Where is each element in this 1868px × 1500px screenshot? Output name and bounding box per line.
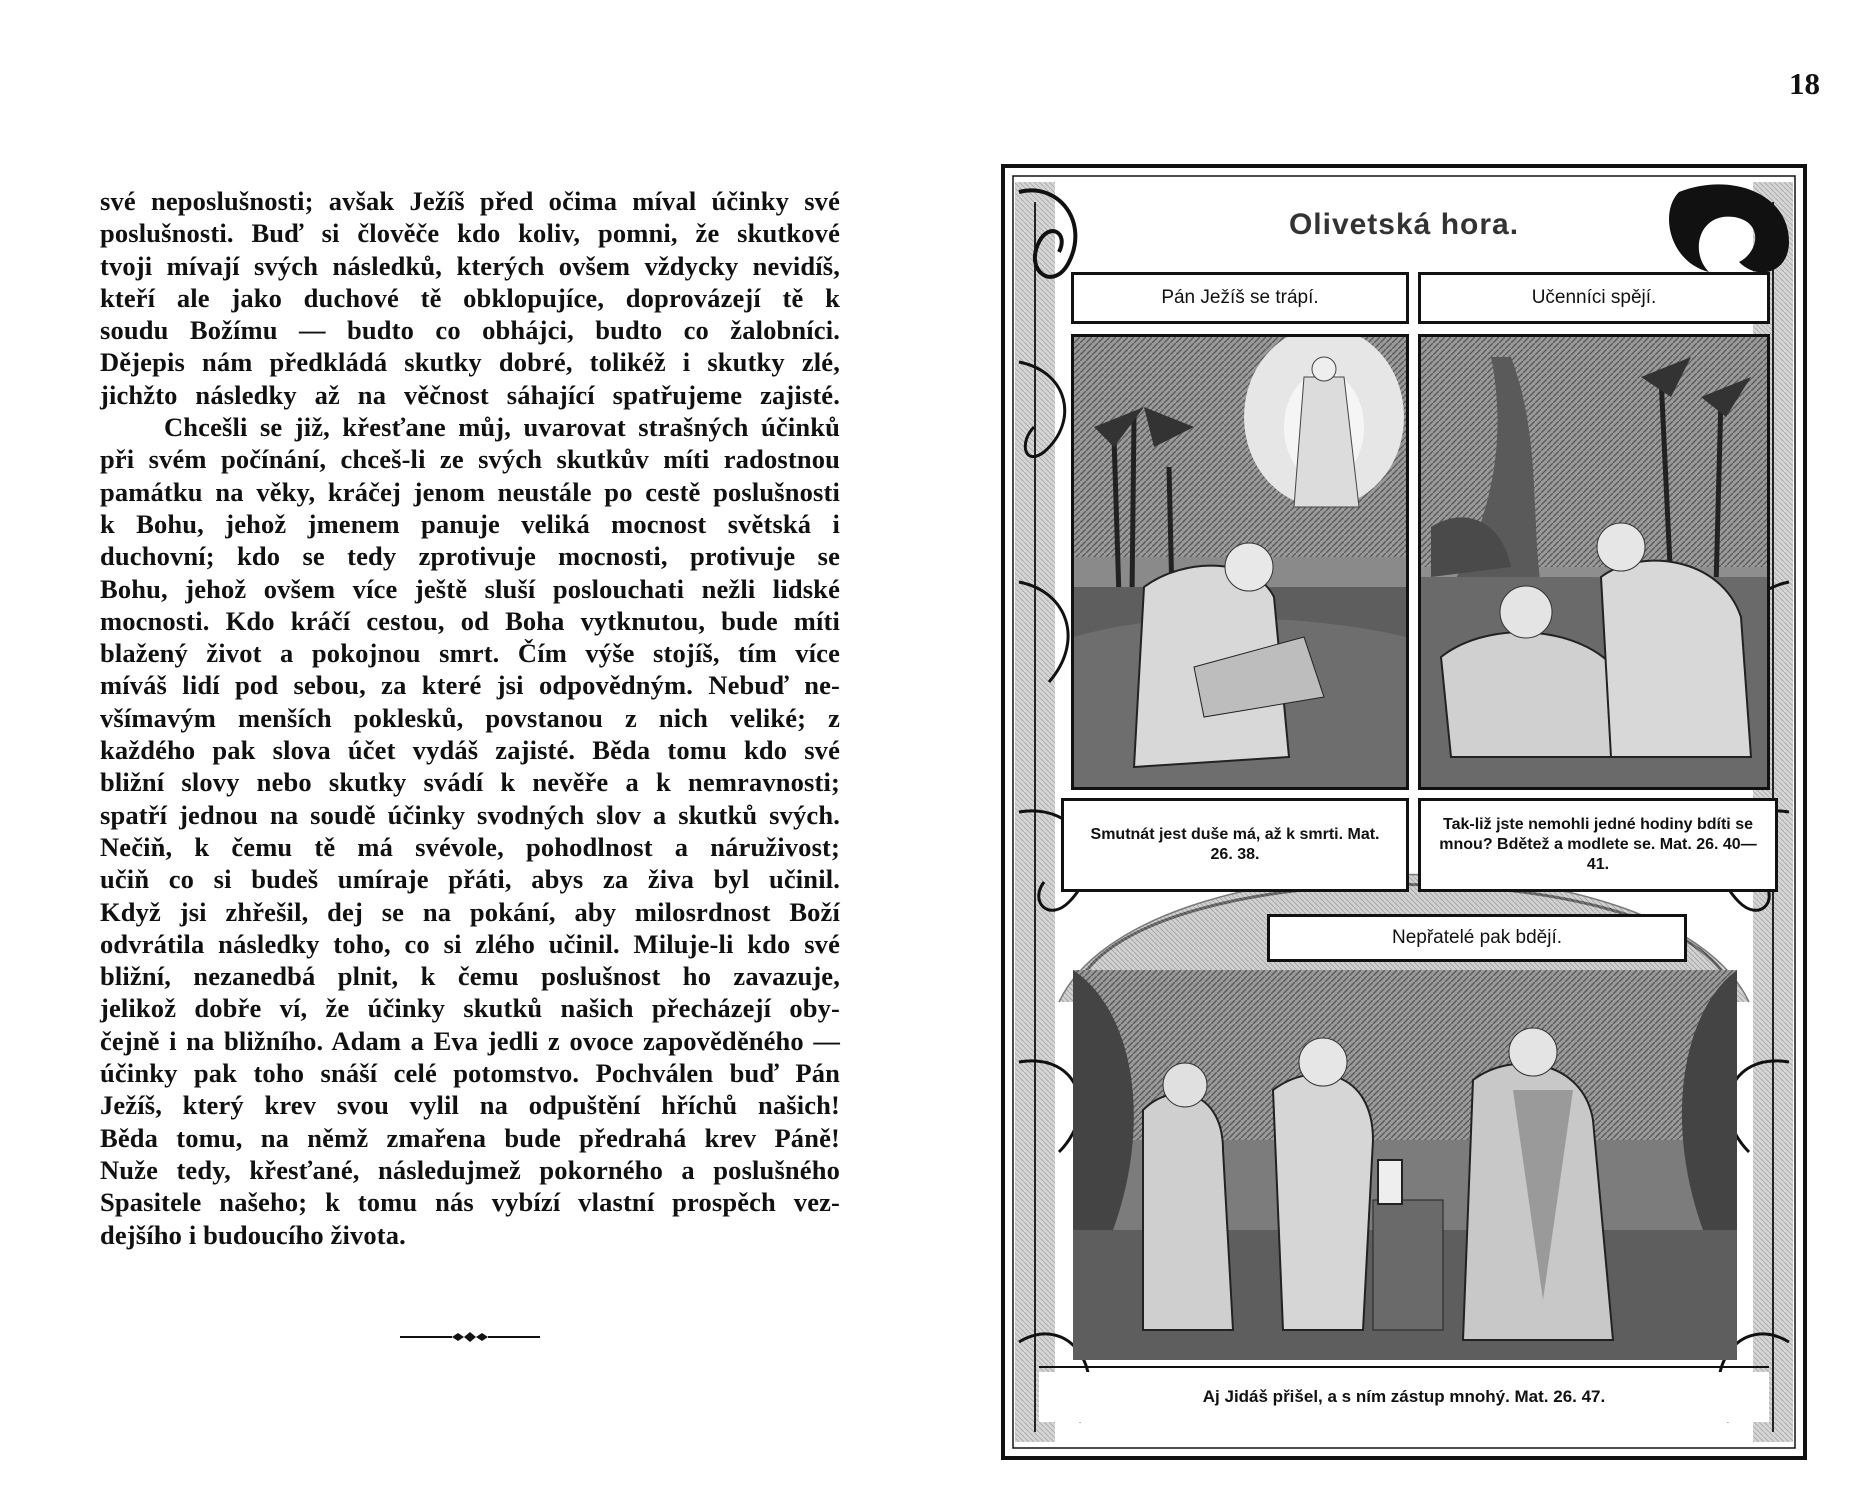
text-line: své neposlušnosti; avšak Ježíš před očima míval účinky své <box>100 186 840 216</box>
text-line: Chcešli se již, křesťane můj, uvarovat strašných účinků <box>164 412 840 443</box>
text-line: Dějepis nám předkládá skutky dobré, tolikéž i skutky zlé, <box>100 347 840 378</box>
text-line: odvrátila následky toho, co si zlého učinil. Miluje-li kdo své <box>100 928 840 959</box>
panel-label-right: Učenníci spějí. <box>1418 272 1770 324</box>
text-line: poslušnosti. Buď si člověče kdo koliv, pomni, že skutkové <box>100 218 840 249</box>
plate-title: Olivetská hora. <box>1288 208 1520 241</box>
text-line: památku na věky, kráčej jenom neustále po cestě poslušnosti <box>100 476 840 507</box>
text-line: při svém počínání, chceš-li ze svých skutkův míti radostnou <box>100 444 840 475</box>
text-line: Když jsi zhřešil, dej se na pokání, aby milosrdnost Boží <box>100 896 840 927</box>
text-line: každého pak slova účet vydáš zajisté. Běda tomu kdo své <box>100 735 840 766</box>
caption-left: Smutnát jest duše má, až k smrti. Mat. 26. 38. <box>1061 798 1409 892</box>
text-line: blažený život a pokojnou smrt. Čím výše stojíš, tím více <box>100 638 840 669</box>
right-page <box>934 0 1868 1500</box>
text-line: dejšího i budoucího života. <box>100 1219 406 1250</box>
text-line: účinky pak toho snáší celé potomstvo. Pochválen buď Pán <box>100 1058 840 1089</box>
end-ornament <box>400 1330 540 1344</box>
text-line: kteří ale jako duchové tě obklopujíce, doprovázejí tě k <box>100 282 840 313</box>
text-line: soudu Božímu — budto co obhájci, budto co žalobníci. <box>100 315 840 346</box>
text-line: míváš lidí pod sebou, za které jsi odpovědným. Nebuď ne- <box>100 670 840 701</box>
text-line: jelikož dobře ví, že účinky skutků našich přecházejí oby- <box>100 993 840 1024</box>
text-line: spatří jednou na soudě účinky svodných slov a skutků svých. <box>100 799 840 830</box>
text-line: Ježíš, který krev svou vylil na odpuštění hříchů našich! <box>100 1090 840 1121</box>
text-line: jichžto následky až na věčnost sáhající spatřujeme zajisté. <box>100 379 840 410</box>
text-line: mocnosti. Kdo kráčí cestou, od Boha vytknutou, bude míti <box>100 605 840 636</box>
engraving-disciples-sleeping <box>1418 334 1770 790</box>
caption-right: Tak-liž jste nemohli jedné hodiny bdíti se mnou? Bdětež a modlete se. Mat. 26. 40—41. <box>1418 798 1778 892</box>
panel-label-bottom: Nepřatelé pak bdějí. <box>1267 914 1687 962</box>
text-line: bližní slovy nebo skutky svádí k nevěře a k nemravnosti; <box>100 767 840 798</box>
text-line: všímavým menších poklesků, povstanou z nich veliké; z <box>100 702 840 733</box>
engraving-judas-arrives <box>1073 970 1737 1360</box>
text-line: k Bohu, jehož jmenem panuje veliká mocnost světská i <box>100 508 840 539</box>
panel-label-left: Pán Ježíš se trápí. <box>1071 272 1409 324</box>
engraving-disciples-sleeping-art <box>1421 337 1767 787</box>
text-line: bližní, nezanedbá plnit, k čemu poslušnost ho zavazuje, <box>100 961 840 992</box>
text-line: tvoji mívají svých následků, kterých ovšem vždycky nevidíš, <box>100 250 840 281</box>
page-number: 18 <box>1789 66 1820 101</box>
text-line: Spasitele našeho; k tomu nás vybízí vlastní prospěch vez- <box>100 1187 840 1218</box>
text-line: Nečiň, k čemu tě má svévole, pohodlnost a náruživost; <box>100 831 840 862</box>
engraving-jesus-praying-art <box>1074 337 1406 787</box>
caption-bottom: Aj Jidáš přišel, a s ním zástup mnohý. Mat. 26. 47. <box>1039 1372 1769 1422</box>
engraving-judas-arrives-art <box>1073 970 1737 1360</box>
text-line: čejně i na bližního. Adam a Eva jedli z ovoce zapověděného — <box>100 1025 840 1056</box>
text-line: učiň co si budeš umíraje přáti, abys za živa byl učinil. <box>100 864 840 895</box>
engraving-jesus-praying <box>1071 334 1409 790</box>
ornamental-plate <box>999 162 1809 1462</box>
text-line: Bohu, jehož ovšem více ještě sluší poslouchati nežli lidské <box>100 573 840 604</box>
body-text <box>100 185 840 1251</box>
text-line: duchovní; kdo se tedy zprotivuje mocnosti, protivuje se <box>100 541 840 572</box>
text-line: Nuže tedy, křesťané, následujmež pokorného a poslušného <box>100 1154 840 1185</box>
text-line: Běda tomu, na němž zmařena bude předrahá krev Páně! <box>100 1122 840 1153</box>
